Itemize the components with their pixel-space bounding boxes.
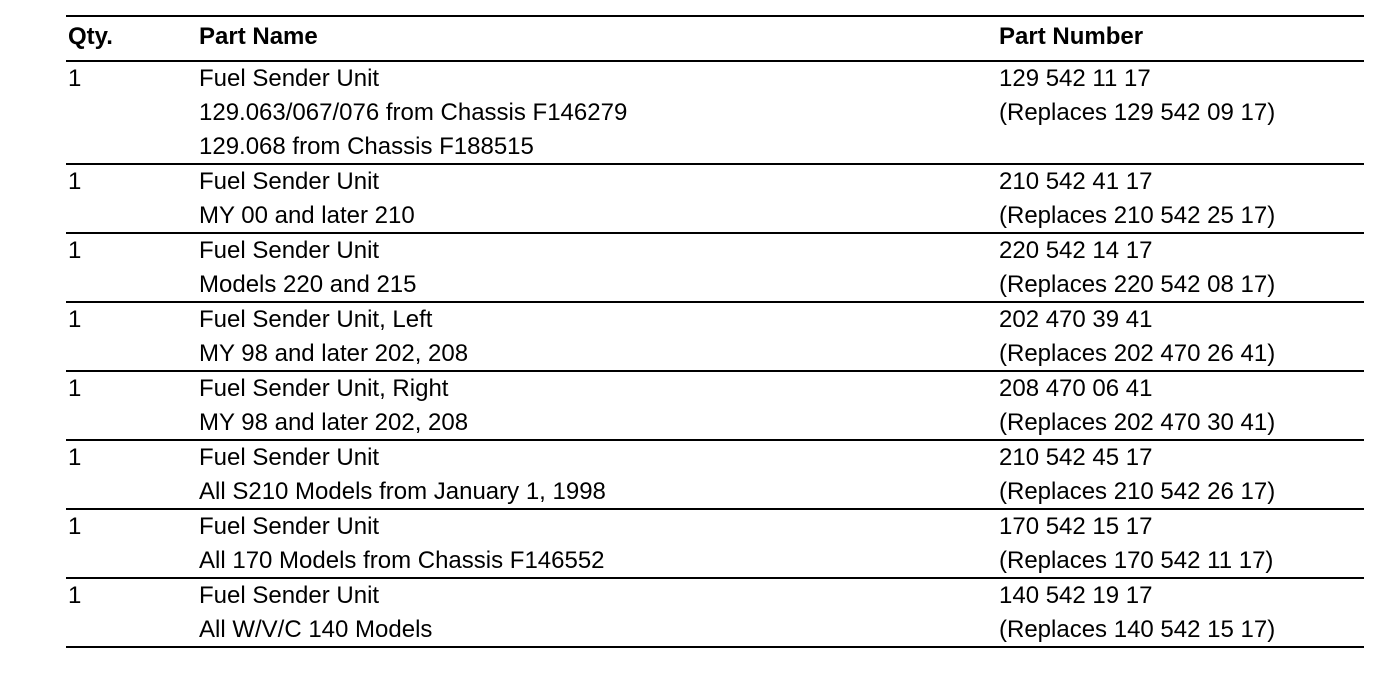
cell-part-number	[999, 303, 1364, 370]
cell-qty: 1	[68, 513, 82, 540]
table-row	[66, 234, 1364, 303]
part-number-line: (Replaces 210 542 25 17)	[999, 202, 1276, 229]
part-name-line: MY 98 and later 202, 208	[199, 340, 469, 367]
part-number-line: (Replaces 170 542 11 17)	[999, 547, 1274, 574]
cell-part-number	[999, 165, 1364, 232]
part-number-line: 140 542 19 17	[999, 582, 1153, 609]
header-qty: Qty.	[68, 23, 113, 50]
cell-part-number	[999, 441, 1364, 508]
part-name-line: Fuel Sender Unit	[199, 237, 380, 264]
part-name-line: 129.063/067/076 from Chassis F146279	[199, 99, 628, 126]
cell-part-name	[199, 372, 999, 439]
cell-part-number	[999, 372, 1364, 439]
part-name-line: Fuel Sender Unit	[199, 513, 380, 540]
cell-qty: 1	[68, 237, 82, 264]
part-number-line: 208 470 06 41	[999, 375, 1153, 402]
part-name-line: Fuel Sender Unit, Right	[199, 375, 449, 402]
table-row	[66, 372, 1364, 441]
table-row	[66, 165, 1364, 234]
table-row	[66, 441, 1364, 510]
part-name-line: Models 220 and 215	[199, 271, 417, 298]
part-name-line: Fuel Sender Unit, Left	[199, 306, 433, 333]
table-row	[66, 579, 1364, 648]
part-number-line: (Replaces 202 470 26 41)	[999, 340, 1276, 367]
part-name-line: MY 98 and later 202, 208	[199, 409, 469, 436]
cell-part-number	[999, 234, 1364, 301]
part-name-line: Fuel Sender Unit	[199, 65, 380, 92]
table-header	[66, 17, 1364, 62]
cell-part-name	[199, 62, 999, 163]
cell-part-number	[999, 510, 1364, 577]
cell-part-name	[199, 510, 999, 577]
table-row	[66, 510, 1364, 579]
part-number-line: (Replaces 140 542 15 17)	[999, 616, 1276, 643]
part-name-line: Fuel Sender Unit	[199, 582, 380, 609]
part-name-line: MY 00 and later 210	[199, 202, 415, 229]
part-number-line: 210 542 45 17	[999, 444, 1153, 471]
parts-table	[66, 15, 1364, 648]
cell-qty: 1	[68, 306, 82, 333]
part-number-line: (Replaces 202 470 30 41)	[999, 409, 1276, 436]
part-number-line: 170 542 15 17	[999, 513, 1153, 540]
part-name-line: Fuel Sender Unit	[199, 444, 380, 471]
part-number-line: 210 542 41 17	[999, 168, 1153, 195]
part-name-line: All 170 Models from Chassis F146552	[199, 547, 605, 574]
cell-qty: 1	[68, 444, 82, 471]
part-name-line: All S210 Models from January 1, 1998	[199, 478, 606, 505]
part-name-line: All W/V/C 140 Models	[199, 616, 433, 643]
part-number-line: (Replaces 220 542 08 17)	[999, 271, 1276, 298]
header-part-number: Part Number	[999, 23, 1144, 50]
cell-qty: 1	[68, 375, 82, 402]
part-number-line: 202 470 39 41	[999, 306, 1153, 333]
part-number-line: 220 542 14 17	[999, 237, 1153, 264]
cell-part-name	[199, 441, 999, 508]
cell-part-number	[999, 579, 1364, 646]
cell-part-name	[199, 303, 999, 370]
cell-part-name	[199, 165, 999, 232]
cell-qty: 1	[68, 168, 82, 195]
cell-qty: 1	[68, 582, 82, 609]
part-number-line: 129 542 11 17	[999, 65, 1151, 92]
cell-part-number	[999, 62, 1364, 163]
table-row	[66, 62, 1364, 165]
part-name-line: Fuel Sender Unit	[199, 168, 380, 195]
table-row	[66, 303, 1364, 372]
cell-part-name	[199, 234, 999, 301]
part-name-line: 129.068 from Chassis F188515	[199, 133, 534, 160]
header-part-name: Part Name	[199, 23, 318, 50]
part-number-line: (Replaces 129 542 09 17)	[999, 99, 1276, 126]
cell-qty: 1	[68, 65, 82, 92]
part-number-line: (Replaces 210 542 26 17)	[999, 478, 1276, 505]
cell-part-name	[199, 579, 999, 646]
